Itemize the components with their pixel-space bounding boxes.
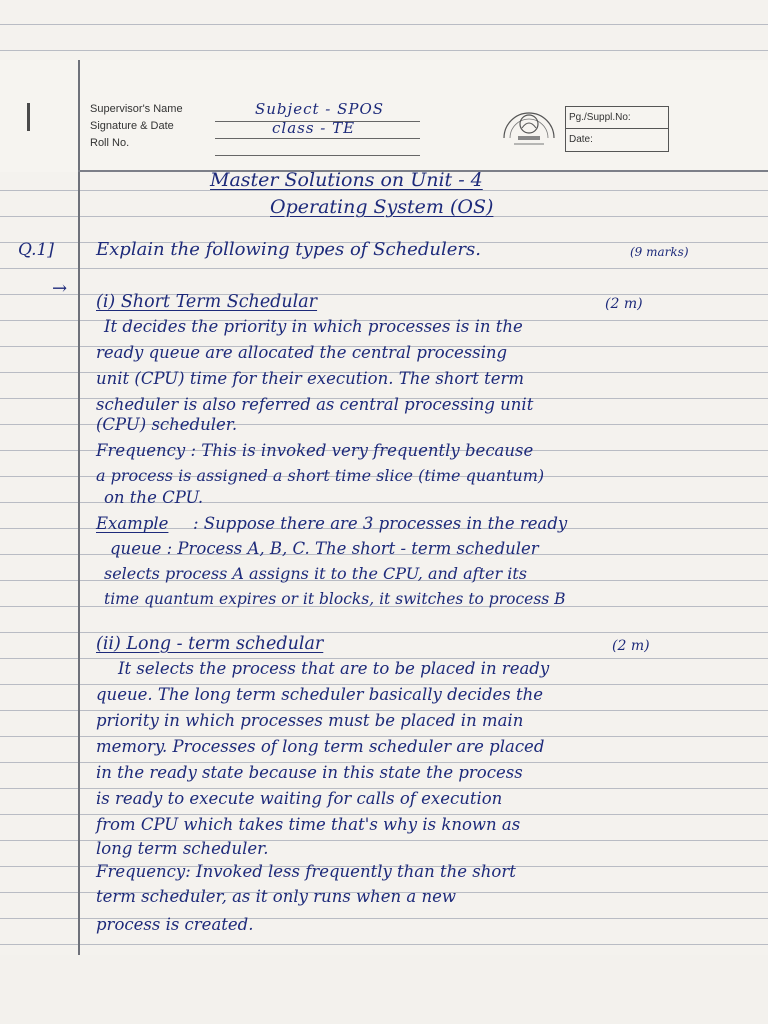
supervisor-label: Supervisor's Name [90,103,183,115]
text-line: unit (CPU) time for their execution. The short term [96,369,525,388]
text-line: scheduler is also referred as central processing unit [96,395,534,414]
question-number: Q.1] [18,240,54,260]
text-line: priority in which processes must be placed in main [96,711,524,730]
margin-line [78,60,80,960]
text-line: : Suppose there are 3 processes in the ready [193,514,568,533]
roll-line [215,155,420,156]
text-line: It selects the process that are to be placed in ready [118,659,550,678]
example-label: Example [96,514,169,533]
section1-marks: (2 m) [605,296,643,312]
text-line: It decides the priority in which processes is in the [104,317,523,336]
page-bottom [0,955,768,1024]
section1-heading: (i) Short Term Schedular [96,292,318,312]
pg-label: Pg./Suppl.No: [569,112,631,123]
subject-value: Subject - SPOS [255,100,385,118]
signature-label: Signature & Date [90,120,174,132]
text-line: Frequency : This is invoked very frequently because [96,441,534,460]
text-line: long term scheduler. [96,839,269,858]
page-number-box [565,106,669,152]
section2-marks: (2 m) [612,638,650,654]
page-title: Master Solutions on Unit - 4 [210,169,483,191]
text-line: queue : Process A, B, C. The short - term scheduler [110,539,539,558]
question-marks: (9 marks) [630,245,689,259]
signature-line [215,138,420,139]
college-seal-icon [500,98,558,150]
section2-heading: (ii) Long - term schedular [96,634,324,654]
text-line: on the CPU. [104,488,204,507]
text-line: memory. Processes of long term scheduler are placed [96,737,545,756]
margin-tick [27,103,30,131]
text-line: selects process A assigns it to the CPU, and after its [104,564,527,583]
text-line: in the ready state because in this state the process [96,763,523,782]
text-line: process is created. [96,915,254,934]
text-line: queue. The long term scheduler basically decides the [96,685,544,704]
text-line: Frequency: Invoked less frequently than the short [96,862,516,881]
roll-label: Roll No. [90,137,130,149]
class-value: class - TE [272,119,356,137]
arrow-icon: → [52,278,68,299]
text-line: is ready to execute waiting for calls of execution [96,789,503,808]
text-line: time quantum expires or it blocks, it switches to process B [104,590,566,608]
page-subtitle: Operating System (OS) [270,196,494,218]
text-line: ready queue are allocated the central processing [96,343,508,362]
text-line: a process is assigned a short time slice (time quantum) [96,466,545,485]
date-label: Date: [566,128,668,150]
question-text: Explain the following types of Schedulers. [96,239,481,260]
text-line: from CPU which takes time that's why is known as [96,815,521,834]
text-line: (CPU) scheduler. [96,415,238,434]
text-line: term scheduler, as it only runs when a new [96,887,457,906]
